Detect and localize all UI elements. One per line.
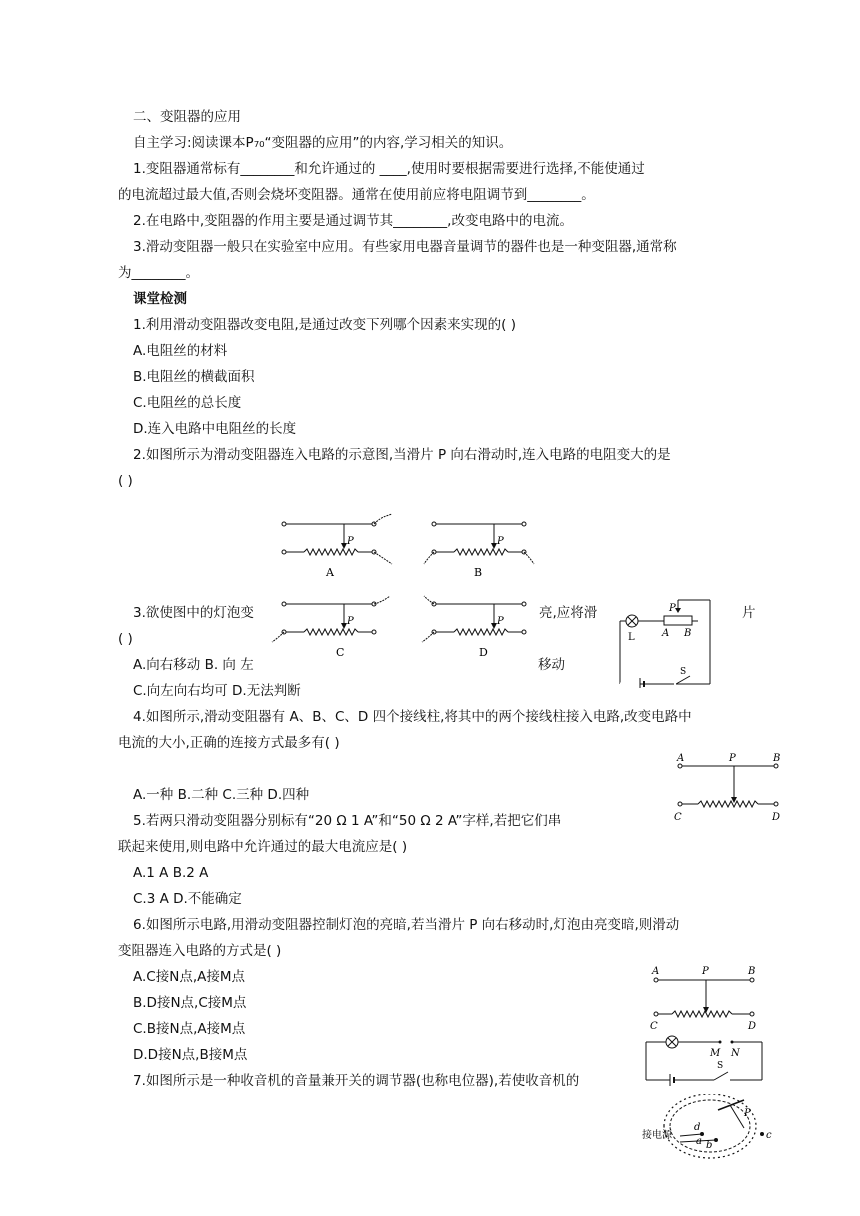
q3-paren: ( ) <box>118 631 133 647</box>
q3-option-ab: A.向右移动 B. 向 左 <box>133 657 254 673</box>
q6-option-a: A.C接N点,A接M点 <box>133 969 245 985</box>
q2-rheostat-a <box>282 514 392 564</box>
q1-option-b: B.电阻丝的横截面积 <box>133 369 255 385</box>
q2-rheostat-c <box>272 596 390 642</box>
q6-label-m: M <box>710 1048 721 1059</box>
q5-options-cd: C.3 A D.不能确定 <box>133 891 242 907</box>
q4-stem2: 电流的大小,正确的连接方式最多有( ) <box>118 735 340 751</box>
intro-text: 自主学习:阅读课本P₇₀“变阻器的应用”的内容,学习相关的知识。 <box>133 135 513 151</box>
q4-label-b: B <box>773 753 781 764</box>
q3-label-s: S <box>680 667 687 677</box>
q4-label-a: A <box>677 753 685 764</box>
q3-label-b: B <box>684 628 692 639</box>
q6-option-c: C.B接N点,A接M点 <box>133 1021 246 1037</box>
item-3b: 为________。 <box>118 265 199 281</box>
q2-rheostat-b <box>424 522 534 564</box>
q2-label-a: A <box>326 566 334 579</box>
q7-stem: 7.如图所示是一种收音机的音量兼开关的调节器(也称电位器),若使收音机的 <box>133 1073 580 1089</box>
q3-circuit-figure <box>610 596 720 688</box>
q7-potentiometer-figure <box>640 1094 780 1164</box>
q7-label-b: b <box>706 1140 713 1151</box>
q5-stem: 5.若两只滑动变阻器分别标有“20 Ω 1 A”和“50 Ω 2 A”字样,若把它们串 <box>133 813 562 829</box>
q2-stem: 2.如图所示为滑动变阻器连入电路的示意图,当滑片 P 向右滑动时,连入电路的电阻变大的是 <box>133 447 671 463</box>
q3-lamp <box>626 615 638 627</box>
q4-options: A.一种 B.二种 C.三种 D.四种 <box>133 787 310 803</box>
q2-stem-paren: ( ) <box>118 473 133 489</box>
q6-label-n: N <box>731 1048 740 1059</box>
q6-stem: 6.如图所示电路,用滑动变阻器控制灯泡的亮暗,若当滑片 P 向右移动时,灯泡由亮变暗,则滑动 <box>133 917 680 933</box>
item-1b: 的电流超过最大值,否则会烧坏变阻器。通常在使用前应将电阻调节到________。 <box>118 187 595 203</box>
item-2: 2.在电路中,变阻器的作用主要是通过调节其________,改变电路中的电流。 <box>133 213 573 229</box>
section-heading: 二、变阻器的应用 <box>133 109 241 125</box>
q5-options-ab: A.1 A B.2 A <box>133 865 209 881</box>
q6-label-c: C <box>650 1021 658 1032</box>
q6-stem2: 变阻器连入电路的方式是( ) <box>118 943 282 959</box>
q4-label-c: C <box>674 812 682 823</box>
q7-label-d: d <box>694 1122 701 1133</box>
q4-rheostat-figure <box>672 752 787 824</box>
q6-label-d: D <box>748 1021 757 1032</box>
q3-option-b-tail: 移动 <box>538 657 565 673</box>
check-heading: 课堂检测 <box>133 291 187 307</box>
q2-slider-label-b: P <box>497 536 504 547</box>
q6-option-d: D.D接N点,B接M点 <box>133 1047 248 1063</box>
q6-label-s: S <box>717 1061 724 1071</box>
q1-stem: 1.利用滑动变阻器改变电阻,是通过改变下列哪个因素来实现的( ) <box>133 317 516 333</box>
q1-option-a: A.电阻丝的材料 <box>133 343 228 359</box>
q6-label-b: B <box>748 966 756 977</box>
q2-label-d: D <box>479 646 488 659</box>
q2-figure <box>270 512 540 660</box>
q3-stem-c: 片 <box>742 605 756 621</box>
q7-label-source: 接电源 <box>642 1130 672 1141</box>
q6-label-p: P <box>702 966 709 977</box>
q6-switch <box>714 1072 728 1080</box>
q3-label-p: P <box>669 603 676 614</box>
q2-rheostat-d <box>422 596 526 642</box>
q3-option-cd: C.向左向右均可 D.无法判断 <box>133 683 301 699</box>
q3-stem-b: 亮,应将滑 <box>539 605 598 621</box>
q3-stem-a: 3.欲使图中的灯泡变 <box>133 605 254 621</box>
q3-label-a: A <box>662 628 670 639</box>
q6-option-b: B.D接N点,C接M点 <box>133 995 247 1011</box>
q7-label-p: P <box>744 1108 751 1119</box>
q3-rheostat <box>664 616 692 625</box>
q6-label-a: A <box>652 966 660 977</box>
q7-label-a: a <box>696 1136 702 1147</box>
q6-lamp <box>666 1036 678 1048</box>
q2-slider-label-d: P <box>497 616 504 627</box>
q5-stem2: 联起来使用,则电路中允许通过的最大电流应是( ) <box>118 839 408 855</box>
q3-switch <box>676 676 690 684</box>
q7-label-c: c <box>766 1130 772 1141</box>
q2-label-b: B <box>474 566 483 579</box>
q6-circuit-figure <box>644 962 774 1092</box>
q2-label-c: C <box>336 646 345 659</box>
q4-label-d: D <box>772 812 781 823</box>
q3-label-l: L <box>628 632 635 643</box>
q4-stem: 4.如图所示,滑动变阻器有 A、B、C、D 四个接线柱,将其中的两个接线柱接入电路,改变电路中 <box>133 709 692 725</box>
q2-slider-label-c: P <box>347 616 354 627</box>
q1-option-c: C.电阻丝的总长度 <box>133 395 242 411</box>
q1-option-d: D.连入电路中电阻丝的长度 <box>133 421 297 437</box>
q4-label-p: P <box>729 753 736 764</box>
q2-slider-label-a: P <box>347 536 354 547</box>
item-1a: 1.变阻器通常标有________和允许通过的 ____,使用时要根据需要进行选择,不能使通过 <box>133 161 645 177</box>
item-3a: 3.滑动变阻器一般只在实验室中应用。有些家用电器音量调节的器件也是一种变阻器,通常称 <box>133 239 677 255</box>
